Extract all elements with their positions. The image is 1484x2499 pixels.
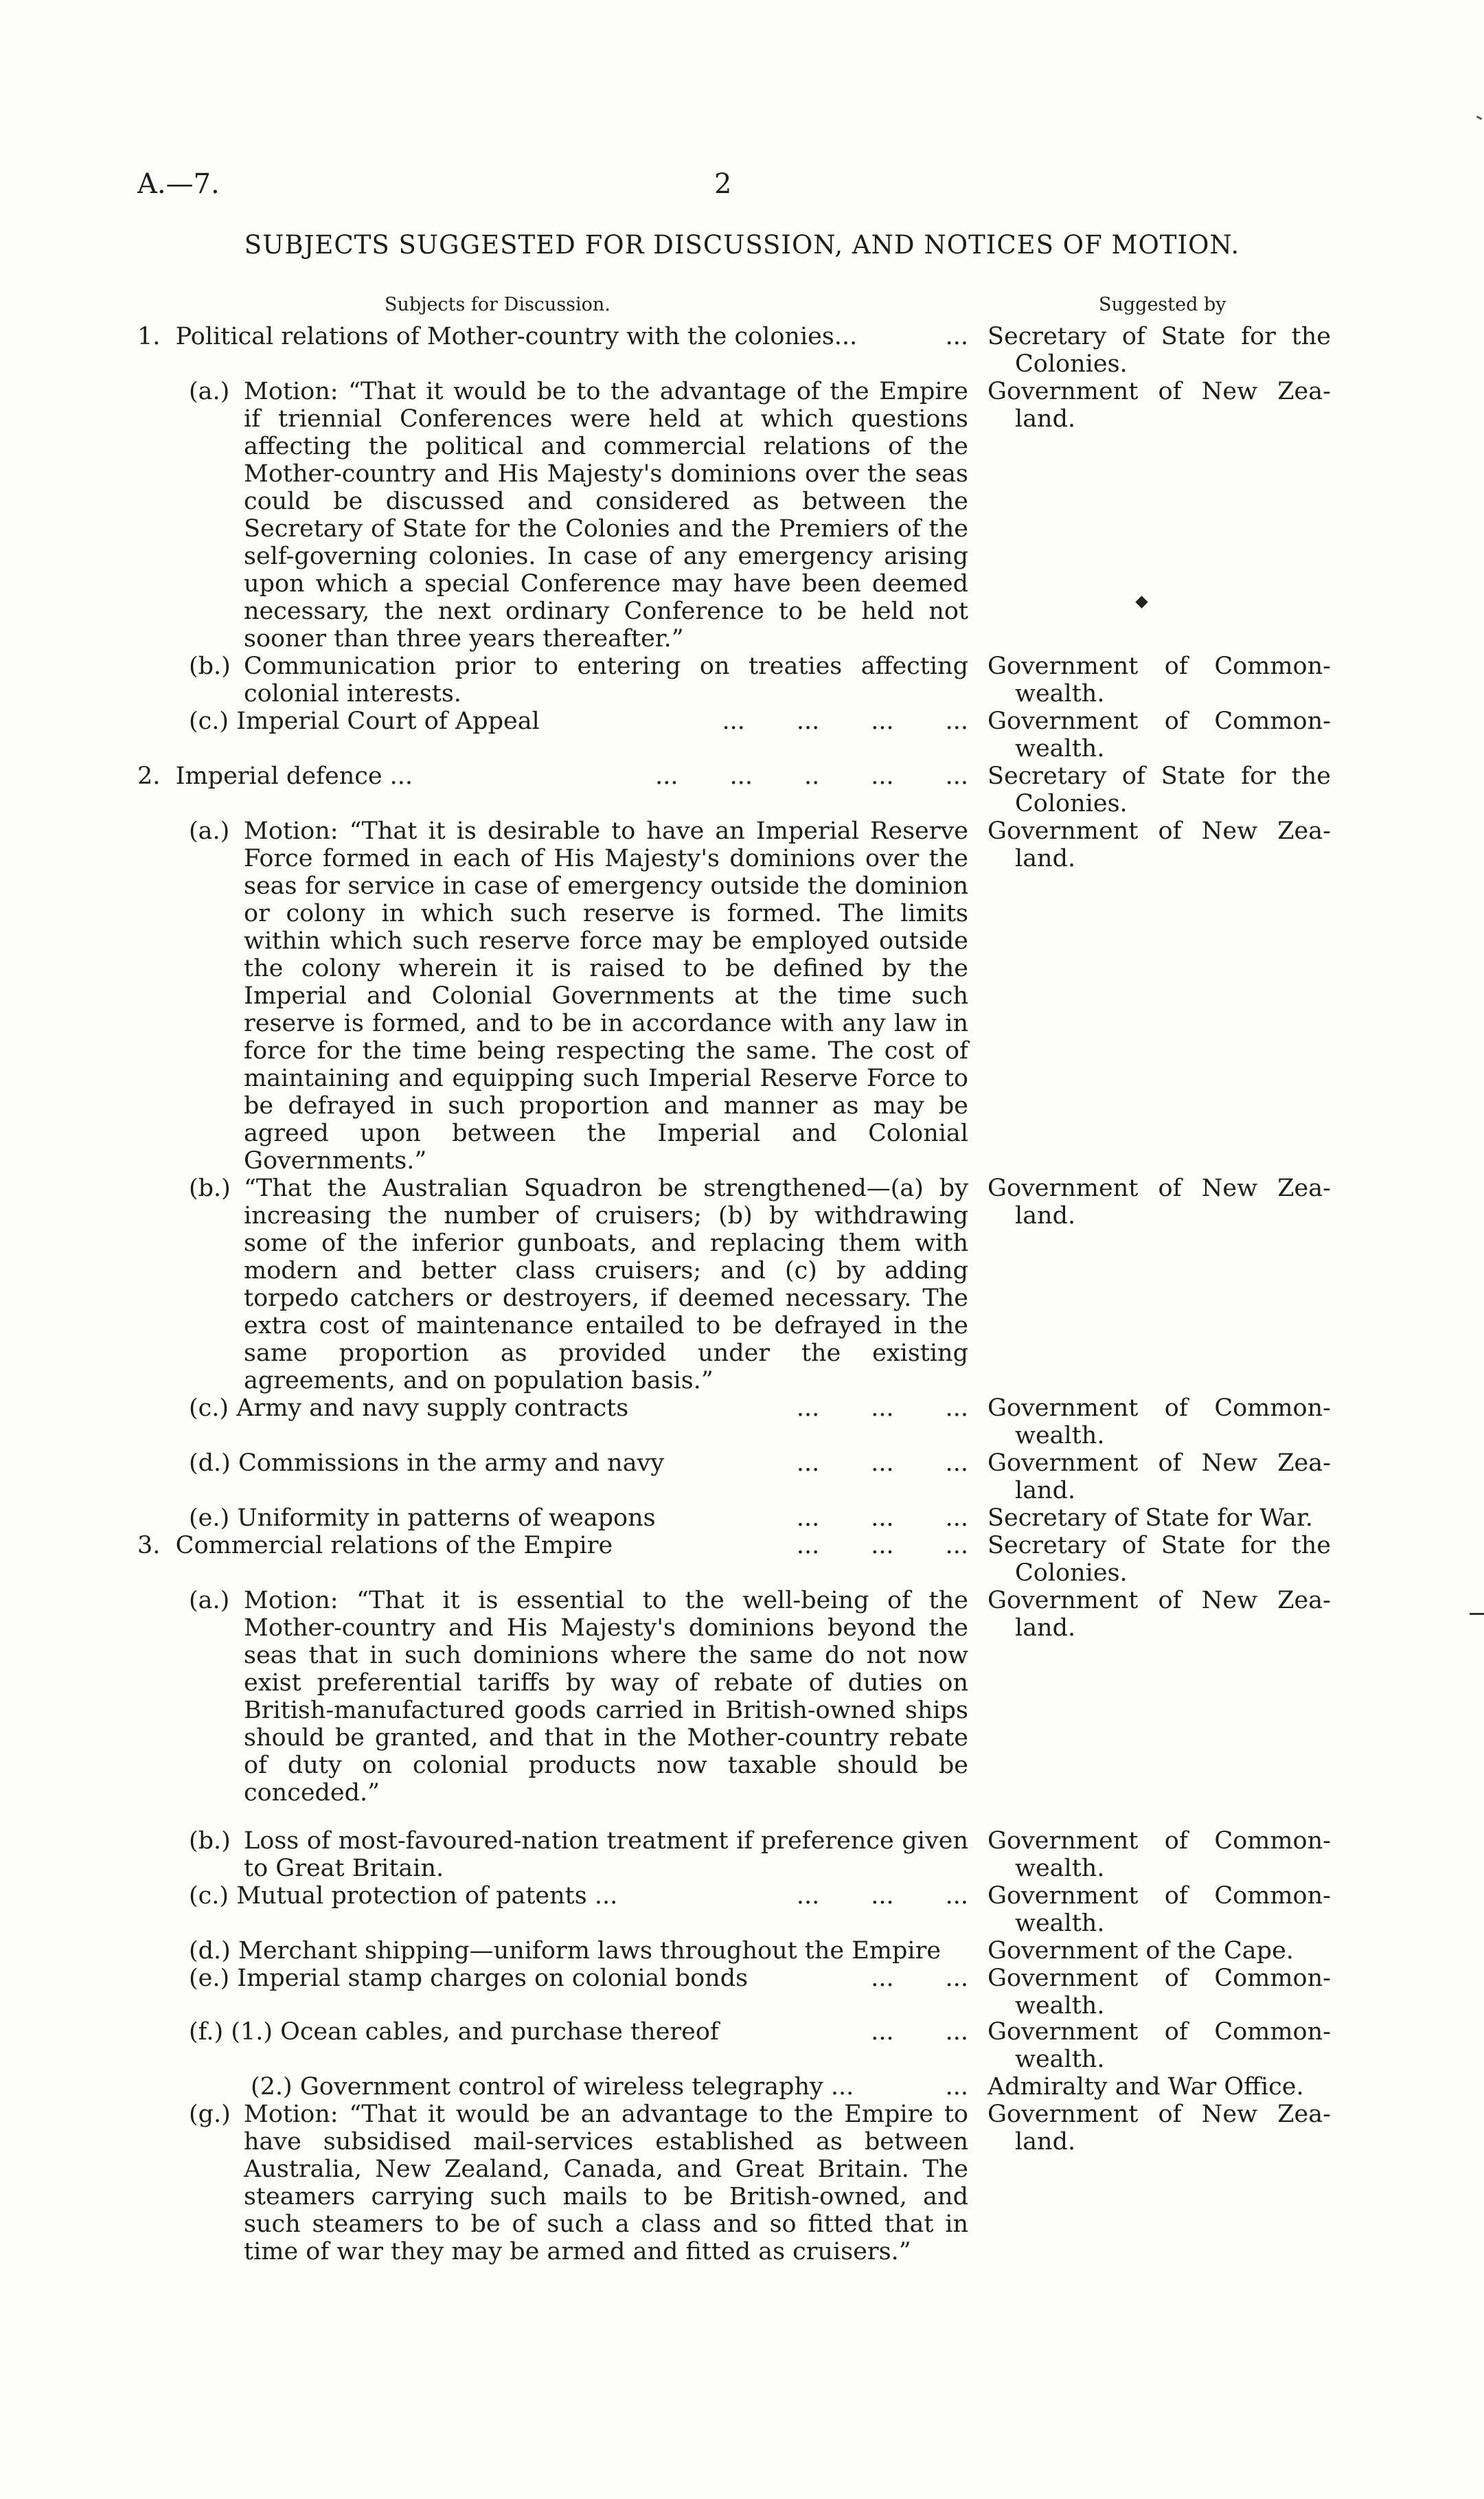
item-label: (e.) (189, 1504, 230, 1532)
subject-text: Uniformity in patterns of weapons (237, 1504, 656, 1532)
subject-text: Imperial stamp charges on colonial bonds (237, 1965, 749, 1992)
subject-text: Motion: “That it is essential to the well-being of the Mother-country and His Majesty's dominions beyond the seas that in such dominions where the same do not now exist preferential tariffs by way of rebate of duties on British-manufactured goods carried in British-owned ships should be granted, and that in the Mother-country rebate of duty on colonial products now taxable should be conceded.” (244, 1587, 968, 1807)
subject-text: Merchant shipping—uniform laws throughout the Empire (238, 1937, 941, 1965)
leader-dots: ... (945, 323, 968, 350)
suggested-by: Government of Common- wealth. (988, 1394, 1331, 1449)
scan-mark (1470, 1613, 1484, 1615)
suggested-by: Secretary of State for the Colonies. (988, 762, 1331, 817)
suggested-by: Government of Common- wealth. (988, 1965, 1331, 2020)
column-heading-subjects: Subjects for Discussion. (385, 294, 610, 315)
item-label: (b.) (189, 1175, 231, 1202)
page-number: 2 (714, 168, 732, 200)
subject-text: Communication prior to entering on treaties affecting colonial interests. (244, 653, 968, 708)
suggested-by: Government of New Zea- land. (988, 1175, 1331, 1230)
suggested-by: Government of New Zea- land. (988, 378, 1331, 433)
leader-dots: ... ... ... (796, 1532, 968, 1559)
item-label: (d.) (189, 1449, 231, 1477)
subject-number: 3. (137, 1532, 161, 1559)
leader-dots: ... ... ... (796, 1449, 968, 1477)
item-label: (g.) (189, 2101, 231, 2128)
suggested-by: Secretary of State for the Colonies. (988, 1532, 1331, 1587)
suggested-by: Secretary of State for the Colonies. (988, 323, 1331, 378)
leader-dots: ... ... (871, 1965, 968, 1992)
item-label: (e.) (189, 1965, 230, 1992)
scan-speck (1476, 115, 1482, 120)
suggested-by: Government of New Zea- land. (988, 1449, 1331, 1504)
page-title: SUBJECTS SUGGESTED FOR DISCUSSION, AND NOTICES OF MOTION. (244, 230, 1240, 260)
subject-number: 1. (137, 323, 161, 350)
subject-text: Motion: “That it would be an advantage to the Empire to have subsidised mail-services established as between Australia, New Zealand, Canada, and Great Britain. The steamers carrying such mails to be British-owned, and such steamers to be of such a class and so fitted that in time of war they may be armed and fitted as cruisers.” (244, 2101, 968, 2265)
item-label: (a.) (189, 817, 230, 845)
suggested-by: Government of New Zea- land. (988, 2101, 1331, 2156)
suggested-by: Government of Common- wealth. (988, 1827, 1331, 1882)
suggested-by: Admiralty and War Office. (988, 2073, 1304, 2101)
suggested-by: Government of Common- wealth. (988, 2018, 1331, 2073)
subject-text: Political relations of Mother-country with the colonies... (175, 323, 858, 350)
subject-number: 2. (137, 762, 161, 790)
item-label: (b.) (189, 1827, 231, 1855)
subject-text: Mutual protection of patents ... (236, 1882, 618, 1910)
subject-text: Loss of most-favoured-nation treatment if preference given to Great Britain. (244, 1827, 968, 1882)
leader-dots: ... ... (871, 2018, 968, 2046)
leader-dots: ... ... .. ... ... (655, 762, 968, 790)
subject-text: Army and navy supply contracts (236, 1394, 629, 1422)
item-label: (a.) (189, 378, 230, 405)
leader-dots: ... ... ... (796, 1504, 968, 1532)
leader-dots: ... ... ... ... (722, 708, 968, 735)
subject-text: “That the Australian Squadron be strengthened—(a) by increasing the number of cruisers; (b) by withdrawing some of the inferior gunboats, and replacing them with modern and better class cruisers; and (c) by adding torpedo catchers or destroyers, if deemed necessary. The extra cost of maintenance entailed to be defrayed in the same proportion as provided under the existing agreements, and on population basis.” (244, 1175, 968, 1394)
diamond-mark (1135, 596, 1148, 608)
suggested-by: Secretary of State for War. (988, 1504, 1313, 1532)
item-label: (d.) (189, 1937, 231, 1965)
column-heading-suggested-by: Suggested by (1099, 294, 1226, 315)
subject-text: (1.) Ocean cables, and purchase thereof (231, 2018, 719, 2046)
item-label: (c.) (189, 1882, 229, 1910)
suggested-by: Government of the Cape. (988, 1937, 1294, 1965)
subject-text: Imperial Court of Appeal (236, 708, 540, 735)
leader-dots: ... ... ... (796, 1394, 968, 1422)
leader-dots: ... ... ... (796, 1882, 968, 1910)
item-label: (f.) (189, 2018, 224, 2046)
document-reference: A.—7. (137, 168, 220, 200)
subject-text: Motion: “That it is desirable to have an Imperial Reserve Force formed in each of His Majesty's dominions over the seas for service in case of emergency outside the dominion or colony in which such reserve is formed. The limits within which such reserve force may be employed outside the colony wherein it is raised to be defined by the Imperial and Colonial Governments at the time such reserve is formed, and to be in accordance with any law in force for the time being respecting the same. The cost of maintaining and equipping such Imperial Reserve Force to be defrayed in such proportion and manner as may be agreed upon between the Imperial and Colonial Governments.” (244, 817, 968, 1175)
item-label: (c.) (189, 708, 229, 735)
suggested-by: Government of New Zea- land. (988, 817, 1331, 872)
suggested-by: Government of Common- wealth. (988, 653, 1331, 708)
subject-text: Commercial relations of the Empire (175, 1532, 613, 1559)
item-label: (a.) (189, 1587, 230, 1614)
suggested-by: Government of New Zea- land. (988, 1587, 1331, 1642)
item-label: (c.) (189, 1394, 229, 1422)
suggested-by: Government of Common- wealth. (988, 1882, 1331, 1937)
leader-dots: ... (945, 2073, 968, 2101)
suggested-by: Government of Common- wealth. (988, 708, 1331, 762)
item-label: (b.) (189, 653, 231, 680)
subject-text: Motion: “That it would be to the advantage of the Empire if triennial Conferences were held at which questions affecting the political and commercial relations of the Mother-country and His Majesty's dominions over the seas could be discussed and considered as between the Secretary of State for the Colonies and the Premiers of the self-governing colonies. In case of any emergency arising upon which a special Conference may have been deemed necessary, the next ordinary Conference to be held not sooner than three years thereafter.” (244, 378, 968, 653)
subject-text: (2.) Government control of wireless telegraphy ... (251, 2073, 854, 2101)
subject-text: Imperial defence ... (175, 762, 413, 790)
subject-text: Commissions in the army and navy (238, 1449, 665, 1477)
